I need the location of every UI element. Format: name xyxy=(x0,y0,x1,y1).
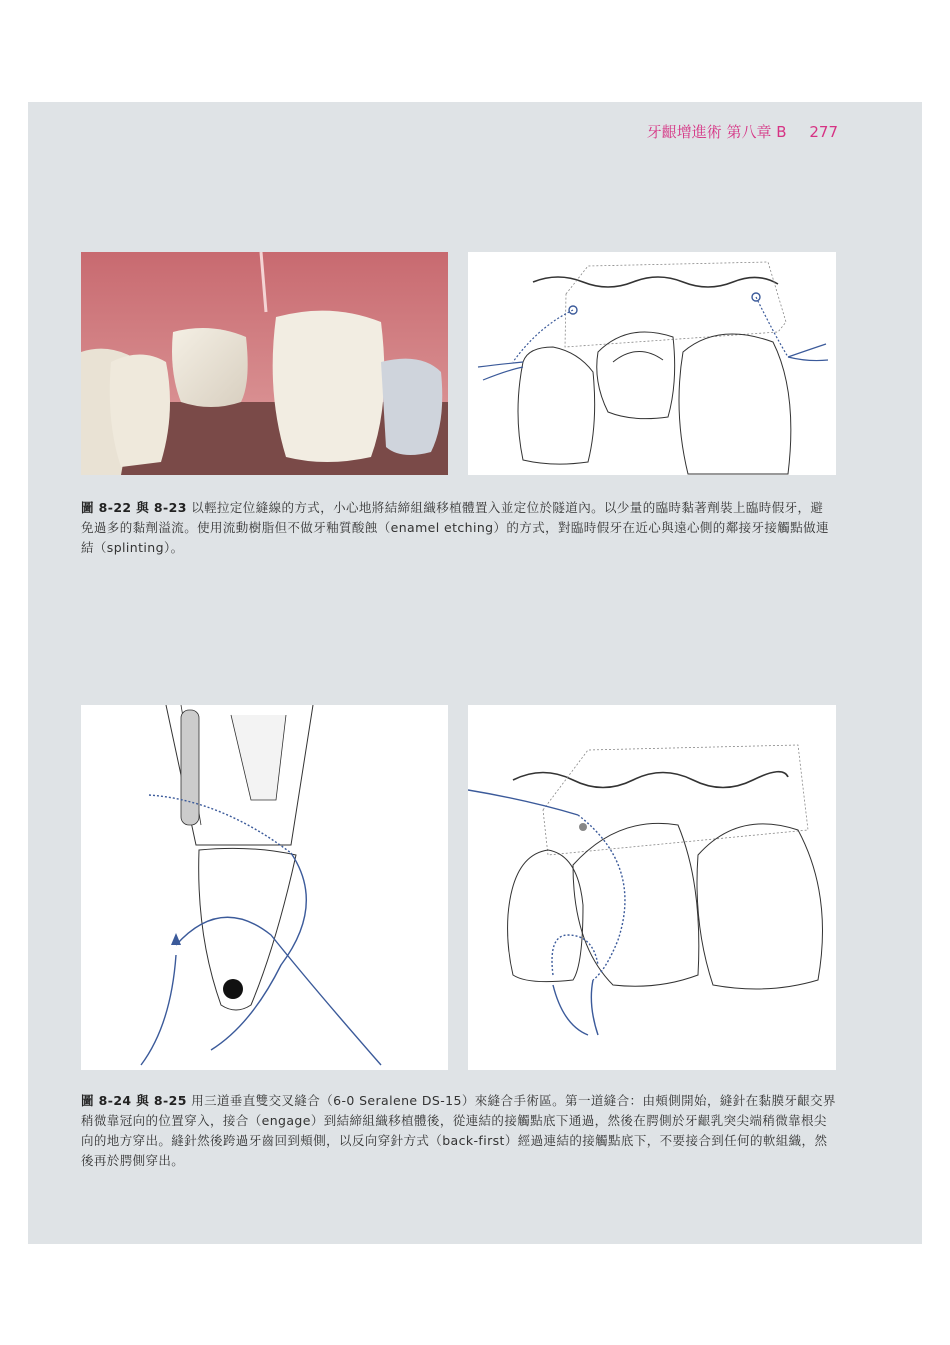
figure-8-22-photo xyxy=(81,252,448,475)
caption-1 xyxy=(81,498,836,558)
running-header xyxy=(647,121,838,142)
suture-diagram-icon xyxy=(468,252,836,475)
caption-1-label: 圖 8-22 與 8-23 xyxy=(81,500,187,515)
caption-2-label: 圖 8-24 與 8-25 xyxy=(81,1093,187,1108)
figure-8-23-diagram xyxy=(468,252,836,475)
chapter-title: 牙齦增進術 第八章 B xyxy=(646,123,787,141)
dental-photo-icon xyxy=(81,252,448,475)
caption-2-text: 用三道垂直雙交叉縫合（6-0 Seralene DS-15）來縫合手術區。第一道縫合：由頰側開始，縫針在黏膜牙齦交界稍微靠冠向的位置穿入，接合（engage）到結締組織移植體後，從連結的接觸點底下通過，然後在腭側於牙齦乳突尖端稍微靠根尖向的地方穿出。縫針然後跨過牙齒回到頰側，以反向穿針方式（back-first）經過連結的接觸點底下，不要接合到任何的軟組織，然後再於腭側穿出。 xyxy=(81,1093,836,1168)
page-number: 277 xyxy=(809,123,838,141)
figure-8-25-diagram xyxy=(468,705,836,1070)
figure-8-24-diagram xyxy=(81,705,448,1070)
caption-1-text: 以輕拉定位縫線的方式，小心地將結締組織移植體置入並定位於隧道內。以少量的臨時黏著劑裝上臨時假牙，避免過多的黏劑溢流。使用流動樹脂但不做牙釉質酸蝕（enamel etching）的方式，對臨時假牙在近心與遠心側的鄰接牙接觸點做連結（splinting）。 xyxy=(81,500,829,555)
caption-2 xyxy=(81,1091,836,1171)
tooth-cross-section-icon xyxy=(81,705,448,1070)
crossed-suture-icon xyxy=(468,705,836,1070)
